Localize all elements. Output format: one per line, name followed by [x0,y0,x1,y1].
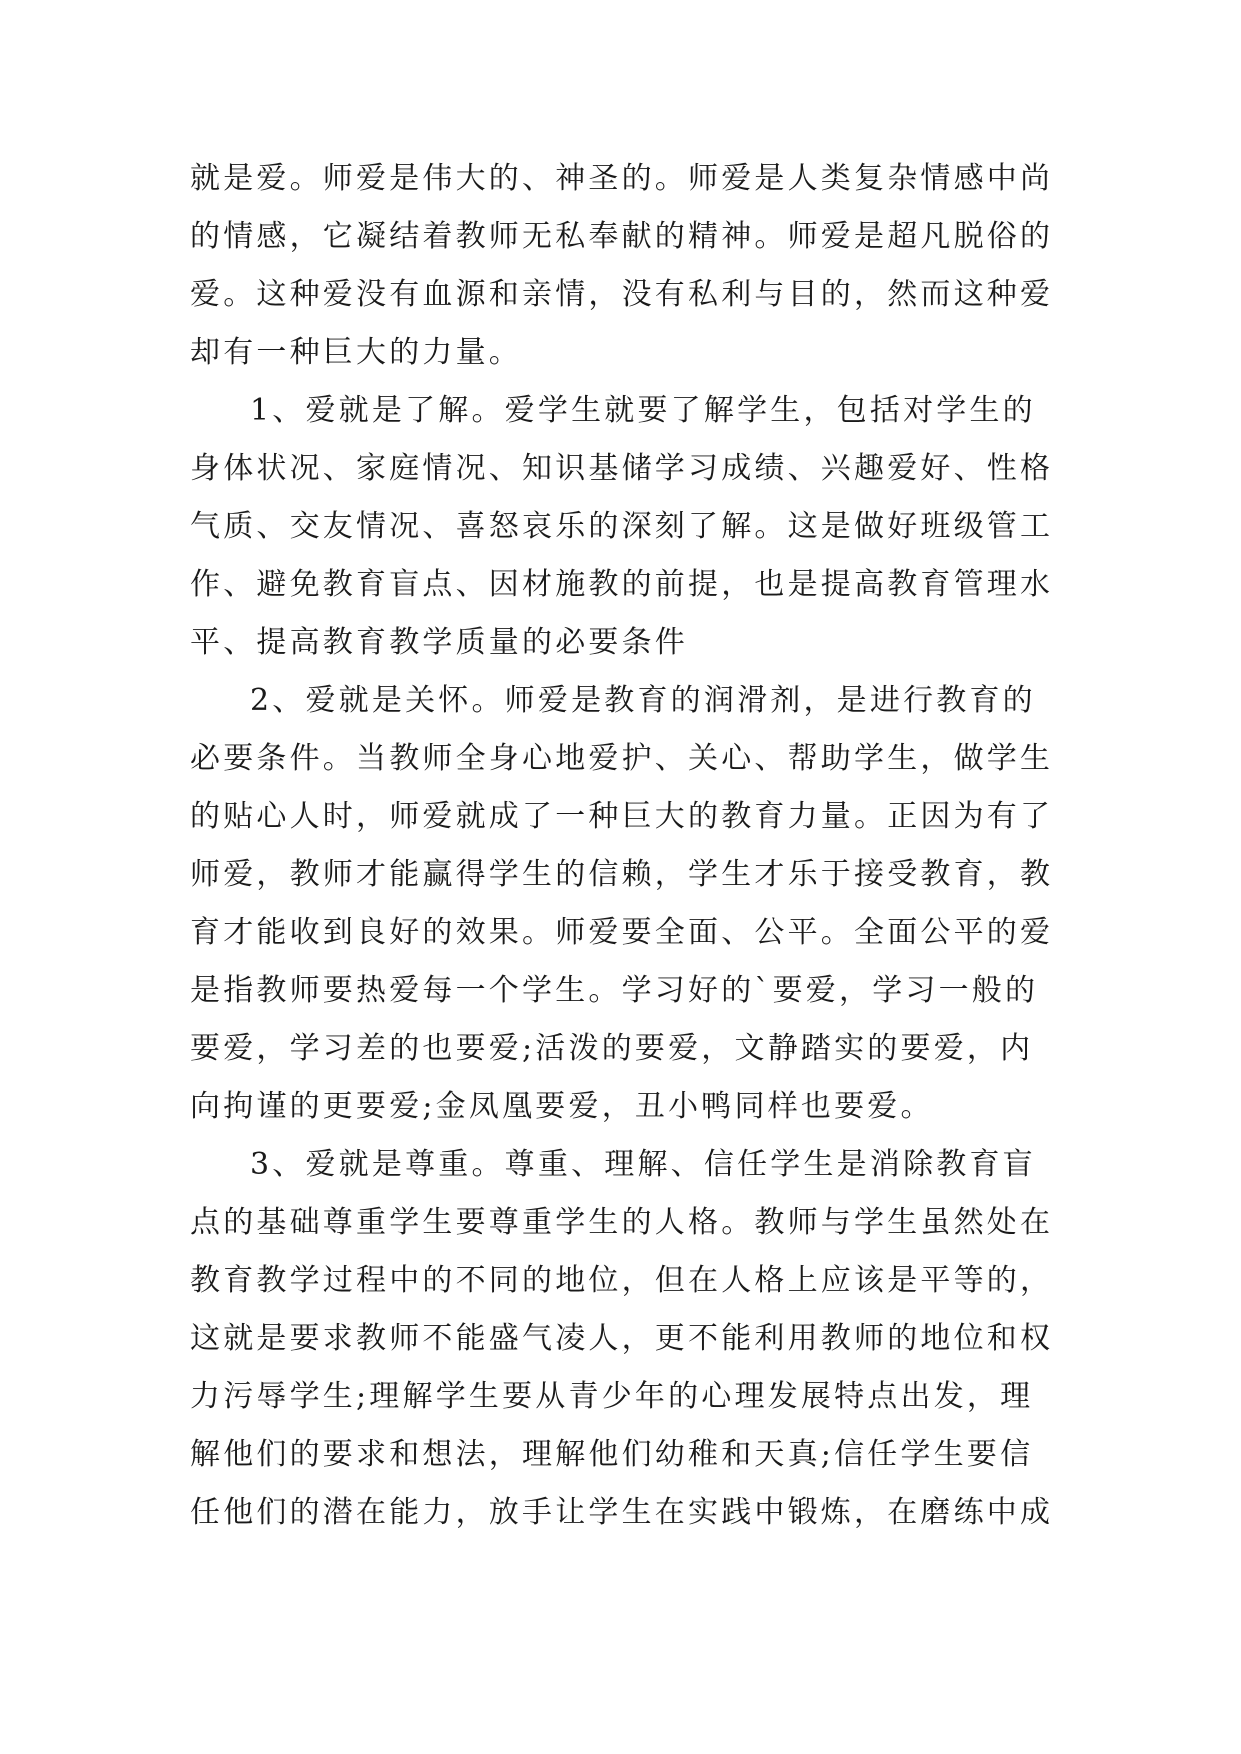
text-line: 气质、交友情况、喜怒哀乐的深刻了解。这是做好班级管工 [190,509,1054,544]
text-line: 要爱，学习差的也要爱;活泼的要爱，文静踏实的要爱，内 [190,1031,1034,1066]
text-line: 就是爱。师爱是伟大的、神圣的。师爱是人类复杂情感中尚 [190,161,1054,196]
text-line-paragraph-start: 3、爱就是尊重。尊重、理解、信任学生是消除教育盲 [250,1147,1036,1182]
text-line-paragraph-start: 2、爱就是关怀。师爱是教育的润滑剂，是进行教育的 [250,683,1036,718]
text-line: 身体状况、家庭情况、知识基储学习成绩、兴趣爱好、性格 [190,451,1054,486]
text-line: 教育教学过程中的不同的地位，但在人格上应该是平等的， [190,1263,1054,1298]
text-line: 任他们的潜在能力，放手让学生在实践中锻炼，在磨练中成 [190,1495,1054,1530]
text-line: 必要条件。当教师全身心地爱护、关心、帮助学生，做学生 [190,741,1054,776]
text-line: 师爱，教师才能赢得学生的信赖，学生才乐于接受教育，教 [190,857,1054,892]
text-line: 平、提高教育教学质量的必要条件 [190,625,688,660]
text-line: 是指教师要热爱每一个学生。学习好的`要爱，学习一般的 [190,973,1039,1008]
text-line: 作、避免教育盲点、因材施教的前提，也是提高教育管理水 [190,567,1054,602]
text-line: 爱。这种爱没有血源和亲情，没有私利与目的，然而这种爱 [190,277,1054,312]
text-line: 点的基础尊重学生要尊重学生的人格。教师与学生虽然处在 [190,1205,1054,1240]
text-line: 这就是要求教师不能盛气凌人，更不能利用教师的地位和权 [190,1321,1054,1356]
text-line-paragraph-start: 1、爱就是了解。爱学生就要了解学生，包括对学生的 [250,393,1036,428]
text-line: 的贴心人时，师爱就成了一种巨大的教育力量。正因为有了 [190,799,1054,834]
text-line: 育才能收到良好的效果。师爱要全面、公平。全面公平的爱 [190,915,1054,950]
text-line: 却有一种巨大的力量。 [190,335,522,370]
text-line: 力污辱学生;理解学生要从青少年的心理发展特点出发，理 [190,1379,1034,1414]
text-line: 的情感，它凝结着教师无私奉献的精神。师爱是超凡脱俗的 [190,219,1054,254]
body-text [190,150,1060,1542]
text-line: 解他们的要求和想法，理解他们幼稚和天真;信任学生要信 [190,1437,1034,1472]
text-line: 向拘谨的更要爱;金凤凰要爱，丑小鸭同样也要爱。 [190,1089,934,1124]
